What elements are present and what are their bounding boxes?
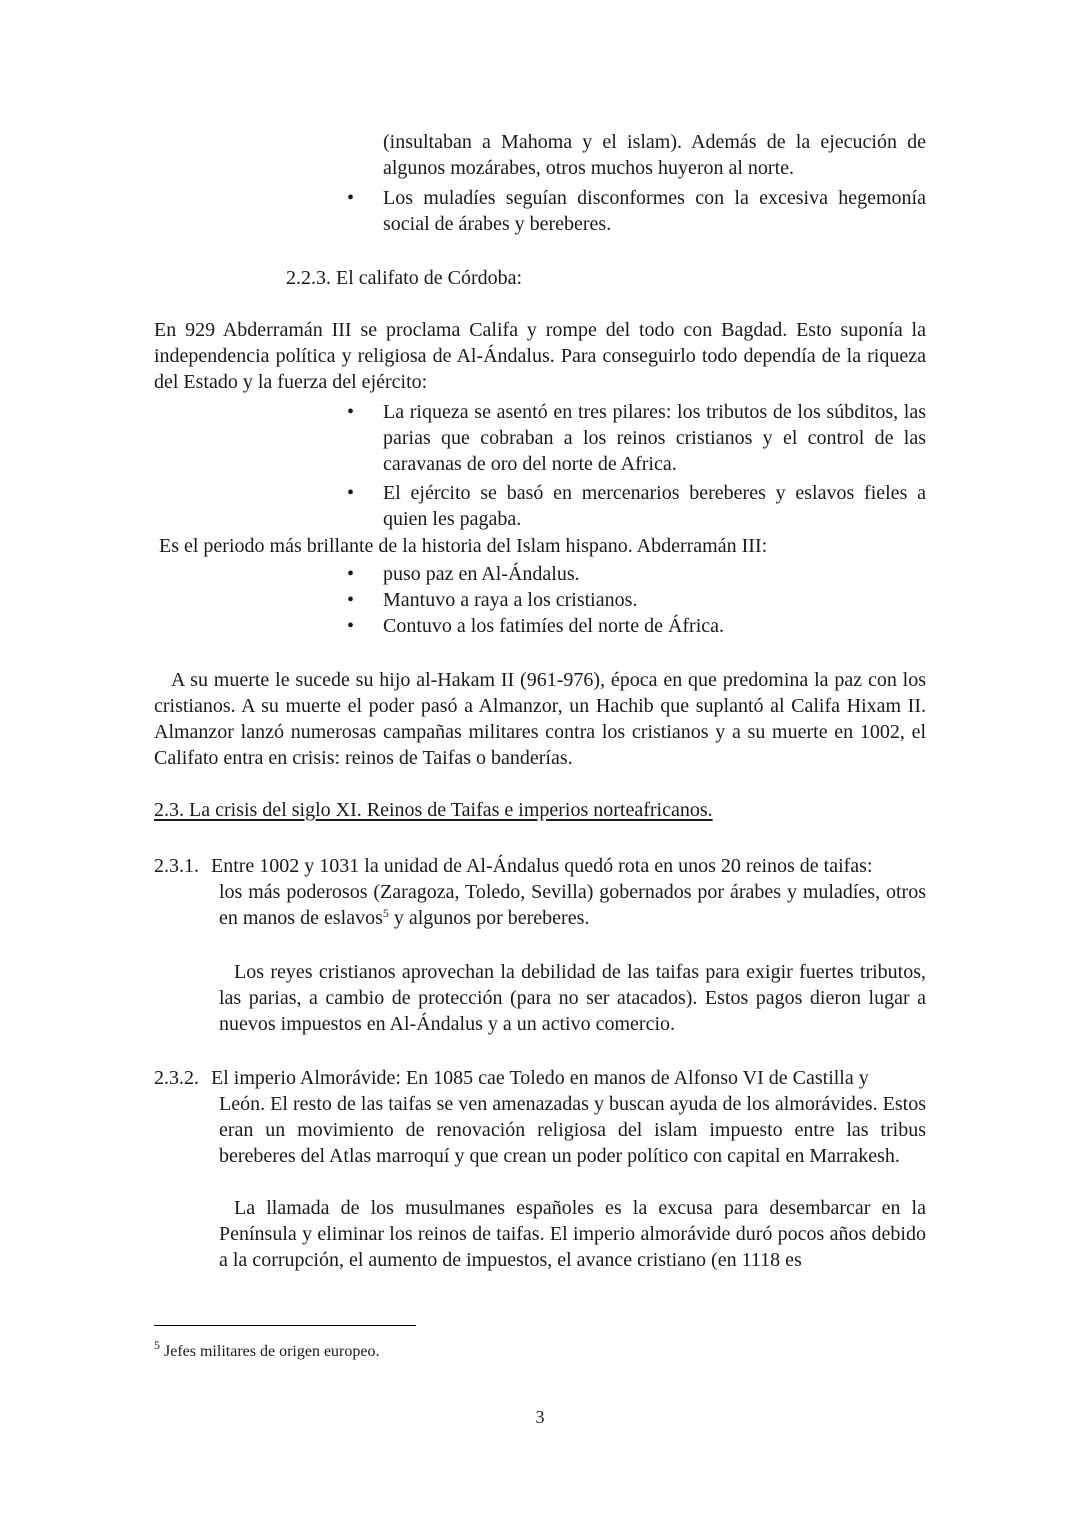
- bullet-text: puso paz en Al-Ándalus.: [383, 563, 580, 585]
- section-heading-2-2-3: 2.2.3. El califato de Córdoba:: [286, 267, 523, 289]
- bullet-glyph: •: [347, 187, 355, 209]
- bullet-text: Contuvo a los fatimíes del norte de África.: [383, 615, 725, 637]
- bullet-text: La riqueza se asentó en tres pilares: los tributos de los súbditos, las parias que cobraban a los reinos cristianos y el control de las caravanas de oro del norte de Africa.: [383, 401, 926, 475]
- footnote-number: 5: [154, 1338, 160, 1352]
- page-number: 3: [535, 1407, 545, 1427]
- footnote-reference[interactable]: 5: [382, 906, 389, 920]
- footnote-separator: [154, 1325, 416, 1326]
- bullet-glyph: •: [347, 589, 355, 611]
- section-heading-2-3: 2.3. La crisis del siglo XI. Reinos de Taifas e imperios norteafricanos.: [154, 799, 713, 821]
- bullet-item: [340, 185, 926, 237]
- bullet-glyph: •: [347, 615, 355, 637]
- bullet-continuation: (insultaban a Mahoma y el islam). Además de la ejecución de algunos mozárabes, otros muchos huyeron al norte.: [383, 131, 926, 179]
- bullet-item: [340, 399, 926, 477]
- subsection-number-2-3-1: 2.3.1.: [154, 855, 199, 877]
- bullet-item: [340, 613, 926, 639]
- footnote-text: Jefes militares de origen europeo.: [160, 1343, 380, 1360]
- subsection-2-3-1-end: y algunos por bereberes.: [388, 907, 590, 929]
- brilliant-period-paragraph: Es el periodo más brillante de la historia del Islam hispano. Abderramán III:: [159, 535, 768, 557]
- subsection-2-3-2-first-line: El imperio Almorávide: En 1085 cae Toledo en manos de Alfonso VI de Castilla y: [211, 1067, 869, 1089]
- bullet-item: [340, 480, 926, 532]
- subsection-number-2-3-2: 2.3.2.: [154, 1067, 199, 1089]
- bullet-item: [340, 587, 926, 613]
- bullet-glyph: •: [347, 401, 355, 423]
- subsection-2-3-2-text: León. El resto de las taifas se ven amenazadas y buscan ayuda de los almorávides. Estos eran un movimiento de renovación religiosa del islam impuesto entre las tribus bereberes del Atlas marroquí y que crean un poder político con capital en Marrakesh.: [219, 1093, 926, 1167]
- bullet-glyph: •: [347, 482, 355, 504]
- bullet-text: Los muladíes seguían disconformes con la excesiva hegemonía social de árabes y bereberes.: [383, 187, 926, 235]
- bullet-text: Mantuvo a raya a los cristianos.: [383, 589, 638, 611]
- subsection-2-3-1-first-line: Entre 1002 y 1031 la unidad de Al-Ándalus quedó rota en unos 20 reinos de taifas:: [211, 855, 873, 877]
- bullet-glyph: •: [347, 563, 355, 585]
- almoravid-paragraph: La llamada de los musulmanes españoles es la excusa para desembarcar en la Península y eliminar los reinos de taifas. El imperio almorávide duró pocos años debido a la corrupción, el aumento de impuestos, el avance cristiano (en 1118 es: [219, 1197, 926, 1271]
- footnote: [154, 1338, 380, 1362]
- succession-paragraph: A su muerte le sucede su hijo al-Hakam II (961-976), época en que predomina la paz con los cristianos. A su muerte el poder pasó a Almanzor, un Hachib que suplantó al Califa Hixam II. Almanzor lanzó numerosas campañas militares contra los cristianos y a su muerte en 1002, el Califato entra en crisis: reinos de Taifas o banderías.: [154, 669, 926, 769]
- subsection-2-3-1-text: [219, 879, 926, 931]
- califato-intro-paragraph: En 929 Abderramán III se proclama Califa y rompe del todo con Bagdad. Esto suponía la independencia política y religiosa de Al-Ándalus. Para conseguirlo todo dependía de la riqueza del Estado y la fuerza del ejército:: [154, 319, 926, 393]
- subsection-2-3-1-rest: los más poderosos (Zaragoza, Toledo, Sevilla) gobernados por árabes y muladíes, otros en manos de eslavos: [219, 881, 926, 929]
- parias-paragraph: Los reyes cristianos aprovechan la debilidad de las taifas para exigir fuertes tributos, las parias, a cambio de protección (para no ser atacados). Estos pagos dieron lugar a nuevos impuestos en Al-Ándalus y a un activo comercio.: [219, 961, 926, 1035]
- bullet-item: [340, 561, 926, 587]
- bullet-text: El ejército se basó en mercenarios bereberes y eslavos fieles a quien les pagaba.: [383, 482, 926, 530]
